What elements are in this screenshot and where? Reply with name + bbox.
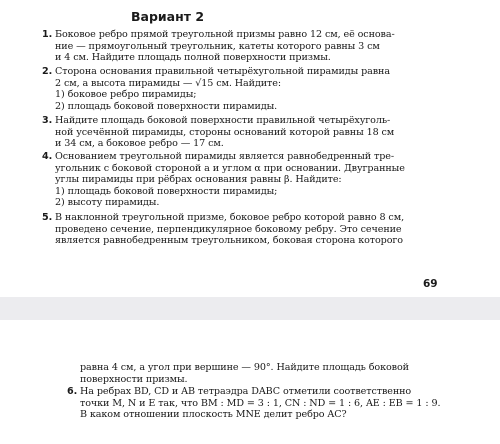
- problem-line: Сторона основания правильной четырёхугольной пирамиды равна: [55, 66, 390, 77]
- problem-line: Найдите площадь боковой поверхности правильной четырёхуголь-: [55, 115, 391, 126]
- page-separator: [0, 297, 500, 320]
- problem-line: Основанием треугольной пирамиды является равнобедренный тре-: [55, 151, 395, 162]
- problem-line: В наклонной треугольной призме, боковое ребро которой равно 8 см,: [55, 212, 405, 223]
- problem-line: В каком отношении плоскость MNE делит ребро AC?: [80, 409, 347, 420]
- problem-line: ной усечённой пирамиды, стороны оснований которой равны 18 см: [55, 126, 395, 138]
- problem-line: 2 см, а высота пирамиды — √15 см. Найдите:: [55, 77, 281, 89]
- problem-line: ние — прямоугольный треугольник, катеты которого равны 3 см: [55, 40, 380, 52]
- problem-6: [67, 386, 475, 421]
- problem-line: равна 4 см, а угол при вершине — 90°. Найдите площадь боковой: [80, 362, 409, 373]
- problem-4: [42, 151, 450, 209]
- problem-line: 1) боковое ребро пирамиды;: [55, 89, 197, 100]
- problem-line: является равнобедренным треугольником, боковая сторона которого: [55, 235, 403, 246]
- problem-2: [42, 66, 450, 112]
- problem-line: углы пирамиды при рёбрах основания равны β. Найдите:: [55, 174, 342, 185]
- textbook-page-bottom: [0, 320, 500, 444]
- problem-3: [42, 115, 450, 150]
- problem-number: 6.: [67, 386, 78, 397]
- problem-line: На ребрах BD, CD и AB тетраэдра DABC отметили соответственно: [80, 386, 412, 397]
- problem-number: 1.: [42, 29, 53, 40]
- problem-number: 3.: [42, 115, 53, 126]
- problem-line: угольник с боковой стороной a и углом α при основании. Двугранные: [55, 162, 405, 174]
- problem-line: Боковое ребро прямой треугольной призмы равно 12 см, её основа-: [55, 29, 395, 40]
- problem-line: 1) площадь боковой поверхности пирамиды;: [55, 185, 278, 197]
- problem-5: [42, 212, 450, 247]
- problem-line: и 34 см, а боковое ребро — 17 см.: [55, 138, 224, 149]
- problem-line: поверхности призмы.: [80, 373, 188, 385]
- problem-number: 4.: [42, 151, 53, 162]
- problem-1: [42, 29, 450, 64]
- problem-5-continuation: [80, 362, 475, 385]
- variant-title: Вариант 2: [131, 9, 205, 24]
- problem-line: 2) высоту пирамиды.: [55, 197, 160, 208]
- problem-number: 5.: [42, 212, 53, 223]
- page-number: 69: [423, 278, 438, 290]
- problem-line: проведено сечение, перпендикулярное боковому ребру. Это сечение: [55, 223, 402, 235]
- problem-line: точки M, N и E так, что BM : MD = 3 : 1, CN : ND = 1 : 6, AE : EB = 1 : 9.: [80, 397, 441, 409]
- problem-number: 2.: [42, 66, 53, 77]
- problem-line: и 4 см. Найдите площадь полной поверхности призмы.: [55, 52, 331, 63]
- problem-line: 2) площадь боковой поверхности пирамиды.: [55, 100, 278, 112]
